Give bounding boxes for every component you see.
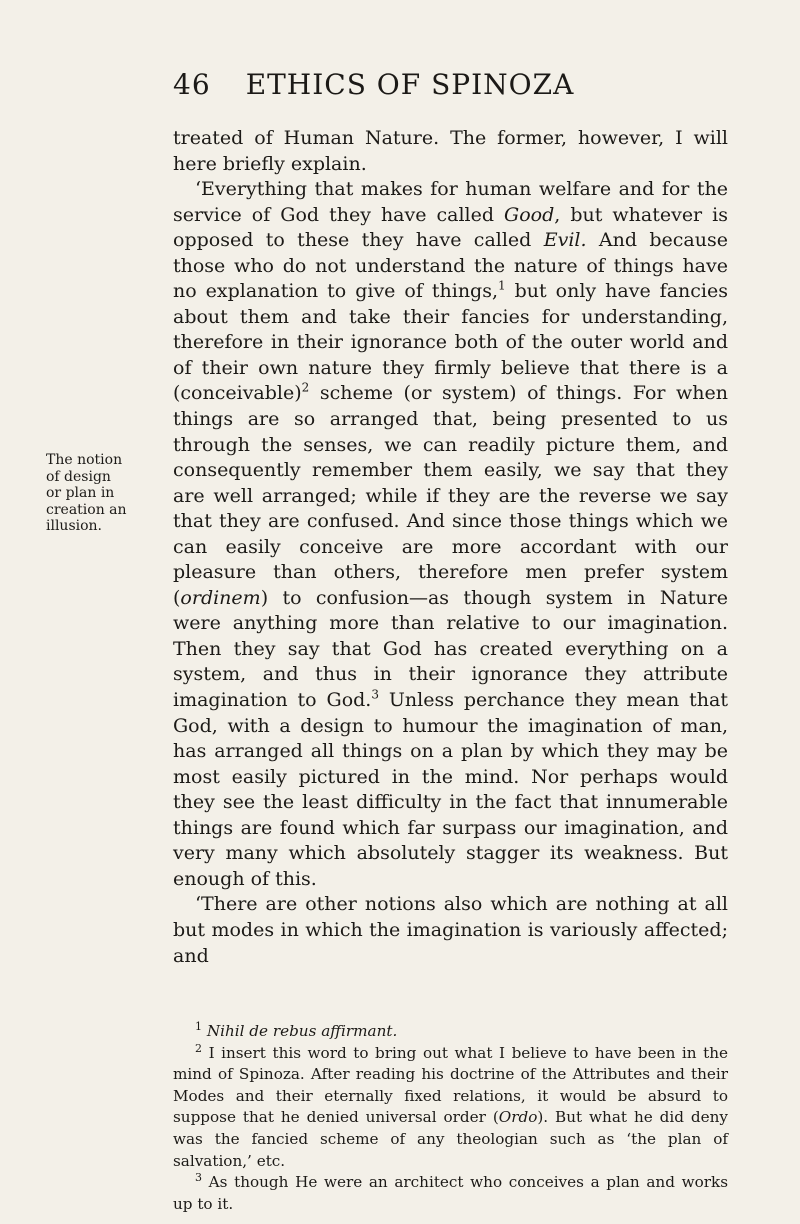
footnote-1 (173, 1021, 728, 1043)
footnote-3 (173, 1172, 728, 1215)
paragraph-2 (173, 177, 728, 892)
footnote-ref-2: 2 (301, 381, 310, 396)
footnotes (173, 1021, 728, 1215)
text-run: ) to confusion—as though system in Nature were anything more than relative to our imagination. Then they say that God has created everything on a system, and thus in their ignorance they attribute imagination to God. (173, 586, 728, 712)
text-run: , but whatever is opposed to these they have called (173, 203, 728, 252)
paragraph-1: treated of Human Nature. The former, however, I will here briefly explain. (173, 127, 728, 175)
footnote-mark: 2 (195, 1041, 202, 1055)
text-run: Unless perchance they mean that God, with a design to humour the imagination of man, has arranged all things on a plan by which they may be most easily pictured in the mind. Nor perhaps would they see the least difficulty in the fact that innumerable things are found which far surpass our imagination, and very many which absolutely stagger its weakness. But enough of this. (173, 689, 728, 890)
italic-term-ordo: Ordo (498, 1108, 538, 1127)
margin-note-line: illusion. (46, 518, 103, 534)
main-text (173, 126, 728, 969)
italic-term-ordinem: ordinem (180, 586, 261, 609)
running-title: ETHICS OF SPINOZA (245, 68, 575, 101)
text-run: ‘Everything that makes for human welfare and for the service of God they have called (173, 178, 728, 226)
footnote-mark: 1 (195, 1019, 202, 1033)
footnote-text: Nihil de rebus affirmant. (206, 1022, 398, 1040)
text-run: but only have fancies about them and take their fancies for understanding, therefore in their ignorance both of the outer world and of their own nature they firmly believe that there is a (conceivable) (173, 280, 728, 405)
footnote-ref-3: 3 (371, 687, 379, 702)
page-number: 46 (173, 68, 211, 101)
margin-note-line: The notion (46, 452, 123, 468)
margin-note (46, 452, 164, 535)
footnote-2 (173, 1043, 728, 1173)
footnote-ref-1: 1 (498, 278, 506, 293)
footnote-mark: 3 (195, 1171, 202, 1185)
page-header (0, 68, 800, 108)
footnote-text: As though He were an architect who conceives a plan and works up to it. (173, 1173, 728, 1213)
text-run: And because those who do not understand the nature of things have no explanation to give of things, (173, 229, 728, 303)
margin-note-line: or plan in (46, 485, 115, 501)
margin-note-line: of design (46, 468, 111, 485)
footnote-text: ). But what he did deny was the fancied scheme of any theologian such as ‘the plan of salvation,’ etc. (173, 1108, 728, 1170)
italic-term-good: Good (504, 203, 555, 226)
paragraph-3: ‘There are other notions also which are nothing at all but modes in which the imagination is variously affected; and (173, 893, 728, 967)
footnote-text: I insert this word to bring out what I believe to have been in the mind of Spinoza. After reading his doctrine of the Attributes and their Modes and their eternally fixed relations, it would be absurd to suppose that he denied universal order ( (173, 1043, 728, 1127)
margin-note-line: creation an (46, 501, 127, 518)
text-run: scheme (or system) of things. For when things are so arranged that, being presented to us through the senses, we can readily picture them, and consequently remember them easily, we say that they are well arranged; while if they are the reverse we say that they are confused. And since those things which we can easily conceive are more accordant with our pleasure than others, therefore men prefer system ( (173, 382, 728, 609)
italic-term-evil: Evil. (543, 229, 587, 252)
